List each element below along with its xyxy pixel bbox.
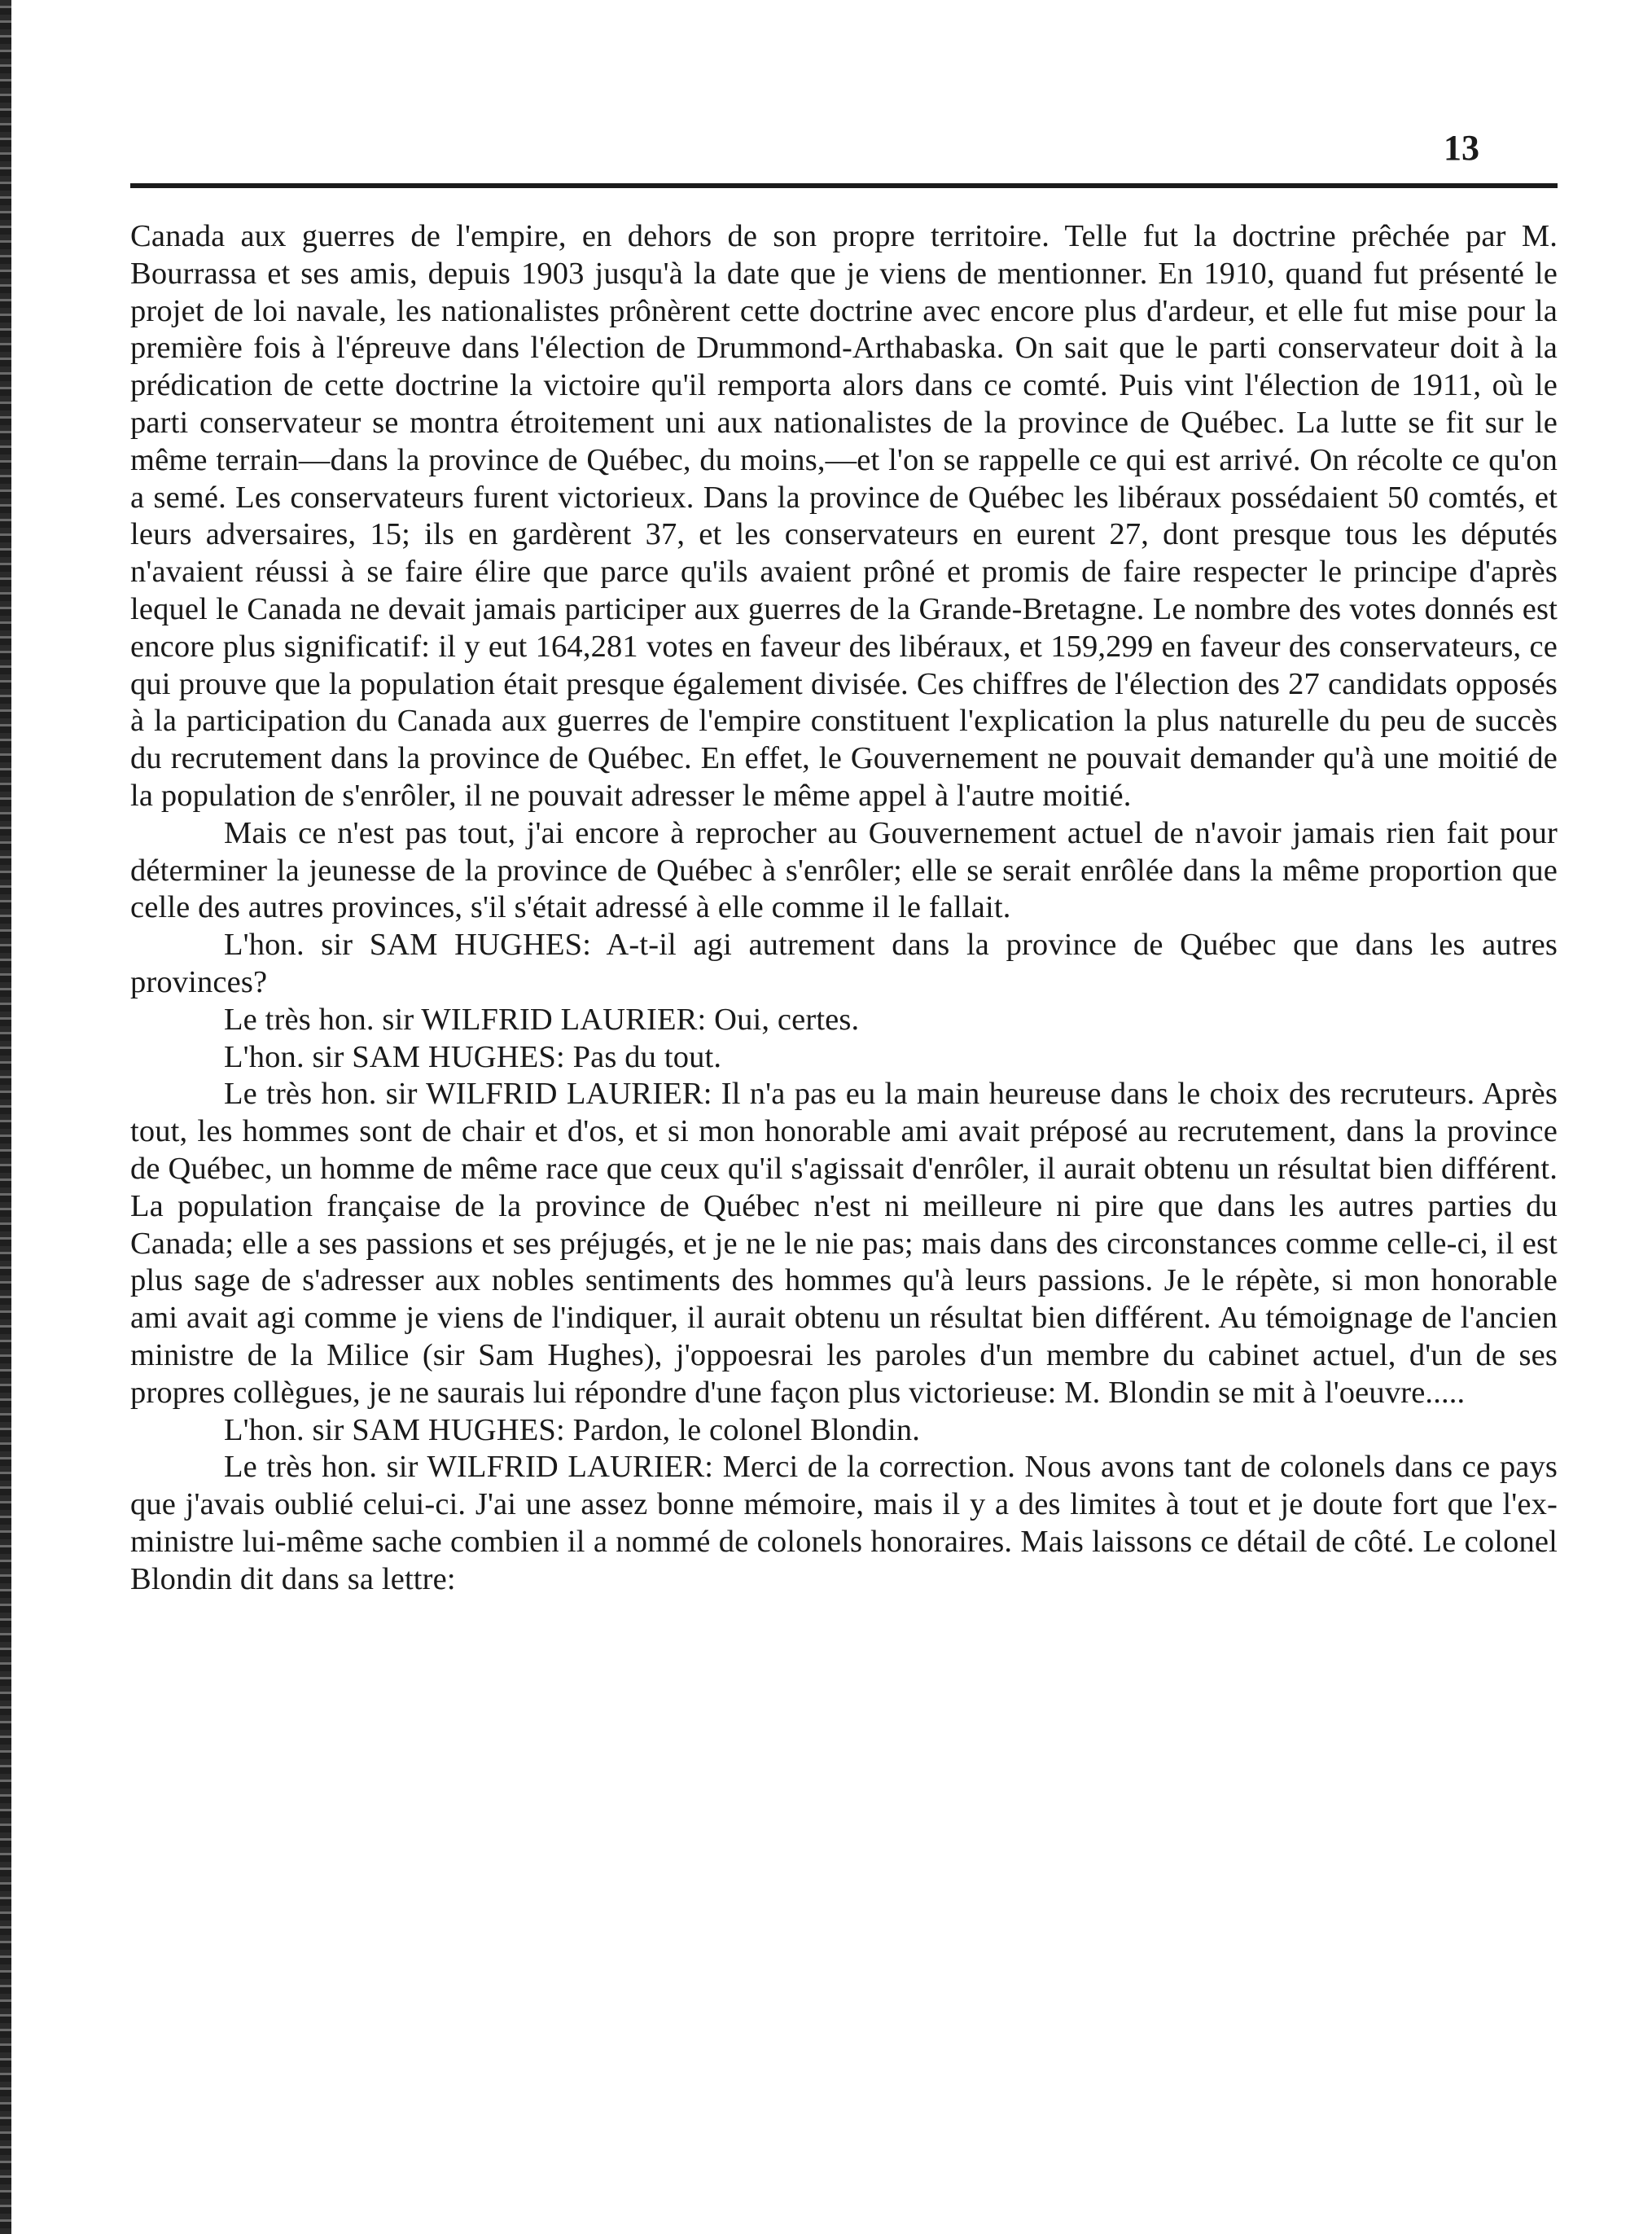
paragraph-text: A-t-il agi autrement dans la province de Québec que dans les autres provinces? — [130, 928, 1558, 999]
speaker-label: L'hon. sir SAM HUGHES: — [224, 1412, 565, 1447]
paragraph-1 — [130, 218, 1558, 815]
paragraph-2 — [130, 815, 1558, 927]
paragraph-text: Canada aux guerres de l'empire, en dehors de son propre territoire. Telle fut la doctrine prêchée par M. Bourrassa et ses amis, depuis 1903 jusqu'à la date que je viens de mentionner. En 1910, quand fut présenté le projet de loi navale, les nationalistes prônèrent cette doctrine avec encore plus d'ardeur, et elle fut mise pour la première fois à l'épreuve dans l'élection de Drummond-Arthabaska. On sait que le parti conservateur doit à la prédication de cette doctrine la victoire qu'il remporta alors dans ce comté. Puis vint l'élection de 1911, où le parti conservateur se montra étroitement uni aux nationalistes de la province de Québec. La lutte se fit sur le même terrain—dans la province de Québec, du moins,—et l'on se rappelle ce qui est arrivé. On récolte ce qu'on a semé. Les conservateurs furent victorieux. Dans la province de Québec les libéraux possédaient 50 comtés, et leurs adversaires, 15; ils en gardèrent 37, et les conservateurs en eurent 27, dont presque tous les députés n'avaient réussi à se faire élire que parce qu'ils avaient prôné et promis de faire respecter le principe d'après lequel le Canada ne devait jamais participer aux guerres de la Grande-Bretagne. Le nombre des votes donnés est encore plus significatif: il y eut 164,281 votes en faveur des libéraux, et 159,299 en faveur des conservateurs, ce qui prouve que la population était presque également divisée. Ces chiffres de l'élection des 27 candidats opposés à la participation du Canada aux guerres de l'empire constituent l'explication la plus naturelle du peu de succès du recrutement dans la province de Québec. En effet, le Gouvernement ne pouvait demander qu'à une moitié de la population de s'enrôler, il ne pouvait adresser le même appel à l'autre moitié. — [130, 219, 1558, 813]
paragraph-text: Pardon, le colonel Blondin. — [564, 1412, 920, 1447]
speaker-label: Le très hon. sir WILFRID LAURIER: — [224, 1077, 712, 1112]
scan-binding-edge — [0, 0, 11, 2234]
paragraph-3 — [130, 927, 1558, 1002]
paragraph-text: Il n'a pas eu la main heureuse dans le choix des recruteurs. Après tout, les hommes sont de chair et d'os, et si mon honorable ami avait préposé au recrutement, dans la province de Québec, un homme de même race que ceux qu'il s'agissait d'enrôler, il aurait obtenu un résultat bien différent. La population française de la province de Québec n'est ni meilleure ni pire que dans les autres parties du Canada; elle a ses passions et ses préjugés, et je ne le nie pas; mais dans des circonstances comme celle-ci, il est plus sage de s'adresser aux nobles sentiments des hommes qu'à leurs passions. Je le répète, si mon honorable ami avait agi comme je viens de l'indiquer, il aurait obtenu un résultat bien différent. Au témoignage de l'ancien ministre de la Milice (sir Sam Hughes), j'oppoesrai les paroles d'un membre du cabinet actuel, d'un de ses propres collègues, je ne saurais lui répondre d'une façon plus victorieuse: M. Blondin se mit à l'oeuvre..... — [130, 1077, 1558, 1410]
body-text — [130, 218, 1558, 1598]
speaker-label: L'hon. sir SAM HUGHES: — [224, 928, 592, 963]
speaker-label: Le très hon. sir WILFRID LAURIER: — [224, 1450, 714, 1485]
speaker-label: Le très hon. sir WILFRID LAURIER: — [224, 1002, 707, 1037]
speaker-label: L'hon. sir SAM HUGHES: — [224, 1039, 565, 1074]
header-rule — [130, 183, 1558, 188]
paragraph-8 — [130, 1449, 1558, 1598]
paragraph-text: Pas du tout. — [564, 1039, 722, 1074]
page-number: 13 — [1444, 128, 1479, 168]
paragraph-text: Oui, certes. — [706, 1002, 860, 1037]
paragraph-6 — [130, 1076, 1558, 1411]
paragraph-text: Merci de la correction. Nous avons tant de colonels dans ce pays que j'avais oublié celui-ci. J'ai une assez bonne mémoire, mais il y a des limites à tout et je doute fort que l'ex-ministre lui-même sache combien il a nommé de colonels honoraires. Mais laissons ce détail de côté. Le colonel Blondin dit dans sa lettre: — [130, 1450, 1558, 1596]
paragraph-5 — [130, 1039, 1558, 1077]
paragraph-7 — [130, 1412, 1558, 1450]
paragraph-text: Mais ce n'est pas tout, j'ai encore à reprocher au Gouvernement actuel de n'avoir jamais rien fait pour déterminer la jeunesse de la province de Québec à s'enrôler; elle se serait enrôlée dans la même proportion que celle des autres provinces, s'il s'était adressé à elle comme il le fallait. — [130, 815, 1558, 925]
paragraph-4 — [130, 1002, 1558, 1039]
